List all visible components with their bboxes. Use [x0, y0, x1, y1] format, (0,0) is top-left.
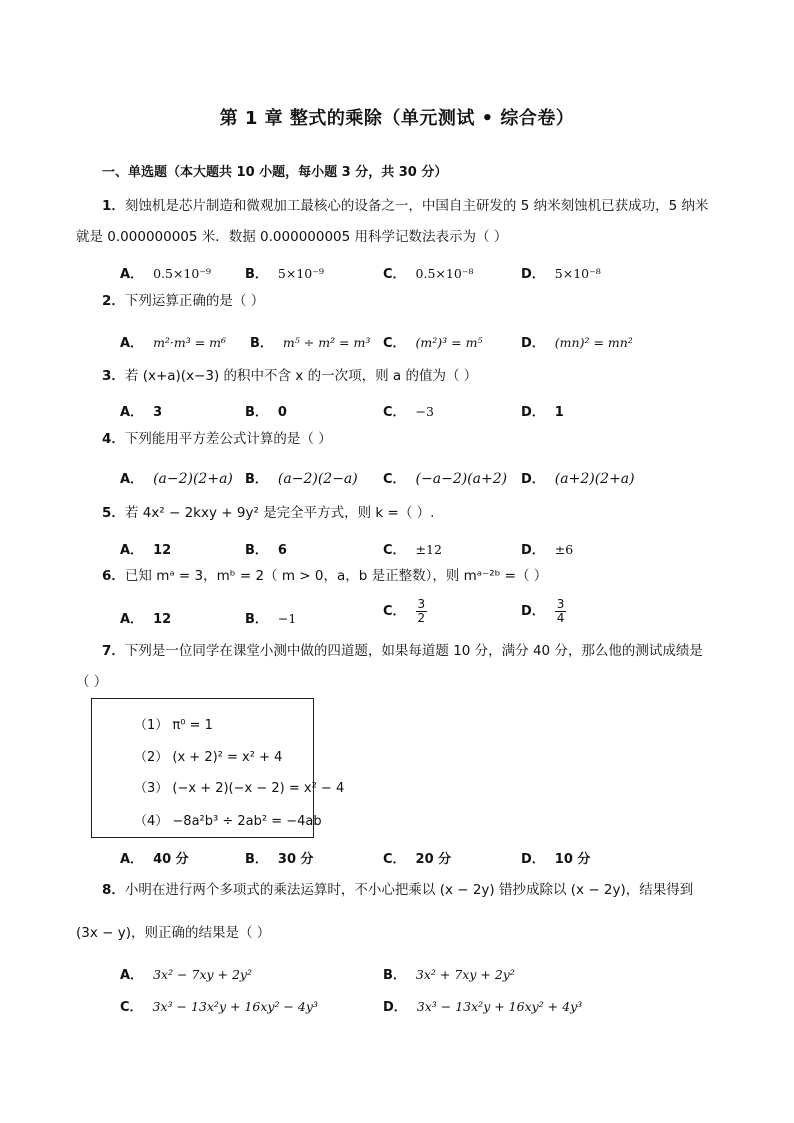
q1-option-c[interactable]: C． 0.5×10⁻⁸ [383, 266, 474, 282]
q4-option-d[interactable]: D． (a+2)(2+a) [521, 471, 635, 487]
q6-option-b[interactable]: B． −1 [245, 611, 297, 627]
q5-option-a[interactable]: A． 12 [120, 543, 172, 558]
fraction: $\frac{3}{4}$ [556, 597, 565, 626]
q8-option-d[interactable]: D． 3x³ − 13x²y + 16xy² + 4y³ [383, 999, 583, 1015]
box-line-2: （2） (x + 2)² = x² + 4 [134, 750, 283, 765]
q5-option-b[interactable]: B． 6 [245, 543, 287, 558]
box-line-4: （4） −8a²b³ ÷ 2ab² = −4ab [134, 814, 322, 829]
question-4: 4．下列能用平方差公式计算的是（ ） [102, 431, 332, 447]
question-2: 2．下列运算正确的是（ ） [102, 293, 265, 309]
q5-option-d[interactable]: D． ±6 [521, 542, 574, 558]
q2-option-a[interactable]: A． m²·m³ = m⁶ [120, 335, 227, 351]
question-8-line1: 8．小明在进行两个多项式的乘法运算时，不小心把乘以 (x − 2y) 错抄成除以 (x − 2y)，结果得到 [102, 882, 694, 898]
q6-option-c[interactable]: C． $\frac{3}{2}$ [383, 597, 426, 626]
q8-option-b[interactable]: B． 3x² + 7xy + 2y² [383, 967, 515, 983]
q2-option-c[interactable]: C． (m²)³ = m⁵ [383, 335, 483, 351]
question-7-line1: 7．下列是一位同学在课堂小测中做的四道题，如果每道题 10 分，满分 40 分，那么他的测试成绩是 [102, 643, 703, 659]
q5-option-c[interactable]: C． ±12 [383, 542, 442, 558]
q7-option-d[interactable]: D． 10 分 [521, 852, 591, 867]
q7-option-c[interactable]: C． 20 分 [383, 852, 452, 867]
question-6: 6．已知 mᵃ = 3，mᵇ = 2（ m > 0，a，b 是正整数），则 mᵃ⁻²ᵇ =（ ） [102, 568, 548, 584]
q1-option-d[interactable]: D． 5×10⁻⁸ [521, 266, 601, 282]
box-line-3: （3） (−x + 2)(−x − 2) = x² − 4 [134, 781, 345, 796]
box-line-1: （1） π⁰ = 1 [134, 718, 213, 733]
q4-option-a[interactable]: A． (a−2)(2+a) [120, 471, 233, 487]
q4-option-c[interactable]: C． (−a−2)(a+2) [383, 471, 508, 487]
question-5: 5．若 4x² − 2kxy + 9y² 是完全平方式，则 k =（ ）. [102, 505, 435, 521]
fraction: $\frac{3}{2}$ [417, 597, 426, 626]
question-7-answer-box [91, 698, 345, 838]
q8-option-a[interactable]: A． 3x² − 7xy + 2y² [120, 967, 253, 983]
section-heading: 一、单选题（本大题共 10 小题，每小题 3 分，共 30 分） [102, 165, 448, 180]
q4-option-b[interactable]: B． (a−2)(2−a) [245, 471, 358, 487]
q1-option-a[interactable]: A． 0.5×10⁻⁹ [120, 266, 211, 282]
q6-option-d[interactable]: D． $\frac{3}{4}$ [521, 597, 565, 626]
question-8-line2: (3x − y)，则正确的结果是（ ） [76, 925, 271, 941]
q1-option-b[interactable]: B． 5×10⁻⁹ [245, 266, 324, 282]
q3-option-d[interactable]: D． 1 [521, 405, 564, 420]
q7-option-b[interactable]: B． 30 分 [245, 852, 314, 867]
q2-option-d[interactable]: D． (mn)² = mn² [521, 335, 633, 351]
question-1-line1: 1．刻蚀机是芯片制造和微观加工最核心的设备之一，中国自主研发的 5 纳米刻蚀机已获成功，5 纳米 [102, 198, 709, 214]
question-1-line2: 就是 0.000000005 米．数据 0.000000005 用科学记数法表示为（ ） [76, 229, 508, 245]
q3-option-c[interactable]: C． −3 [383, 404, 434, 420]
page-title: 第 1 章 整式的乘除（单元测试 • 综合卷） [219, 108, 575, 129]
q7-option-a[interactable]: A． 40 分 [120, 852, 189, 867]
q8-option-c[interactable]: C． 3x³ − 13x²y + 16xy² − 4y³ [120, 999, 318, 1015]
q3-option-a[interactable]: A． 3 [120, 405, 163, 420]
q6-option-a[interactable]: A． 12 [120, 612, 172, 627]
question-3: 3．若 (x+a)(x−3) 的积中不含 x 的一次项，则 a 的值为（ ） [102, 368, 478, 384]
q3-option-b[interactable]: B． 0 [245, 405, 287, 420]
q2-option-b[interactable]: B． m⁵ ÷ m² = m³ [250, 335, 371, 351]
question-7-line2: （ ） [76, 674, 108, 690]
